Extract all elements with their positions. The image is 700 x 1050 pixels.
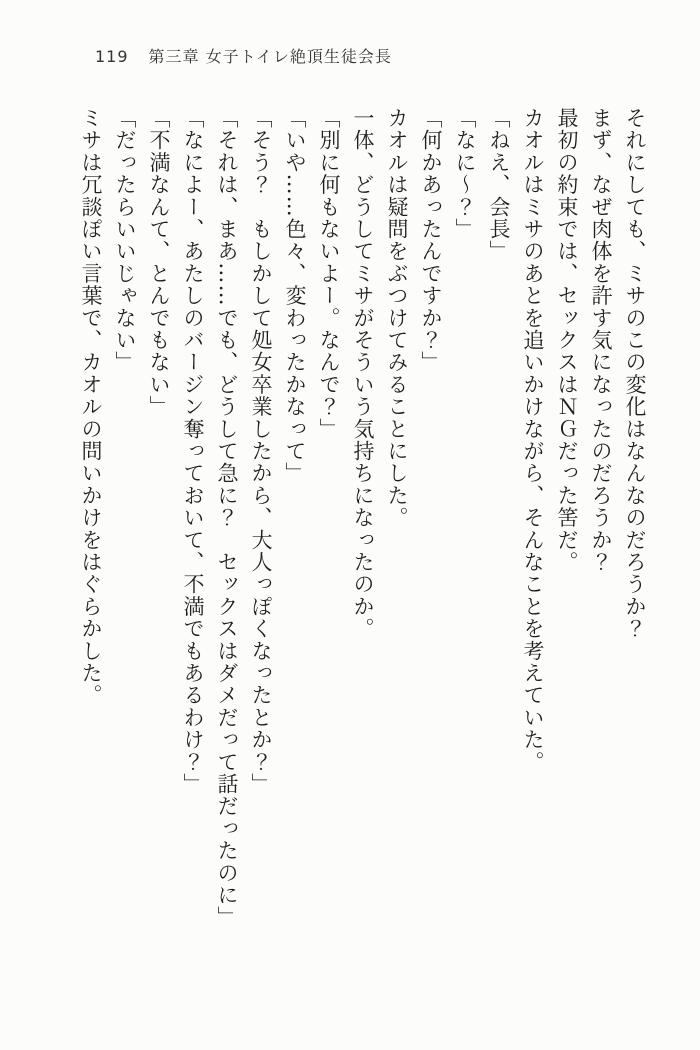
paragraph: 「不満なんて、とんでもない」 [147,107,171,418]
paragraph: 「そう？ もしかして処女卒業したから、大人っぽくなったとか？」 [249,107,273,796]
page-number: 119 [95,47,129,66]
paragraph: 「何かあったんですか？」 [419,107,443,374]
paragraph: 「それは、まあ……でも、どうして急に？ セックスはダメだって話だったのに」 [215,107,239,929]
paragraph: まず、なぜ肉体を許す気になったのだろうか？ [589,107,613,574]
body-text [74,107,652,929]
paragraph: カオルはミサのあとを追いかけながら、そんなことを考えていた。 [521,107,545,773]
paragraph: 「別に何もないよー。なんで？」 [317,107,341,440]
paragraph: 「なによー、あたしのバージン奪っておいて、不満でもあるわけ？」 [181,107,205,796]
paragraph: 「いや……色々、変わったかなって」 [283,107,307,485]
running-header [95,44,392,67]
paragraph: 「なに〜？」 [453,107,477,241]
paragraph: ミサは冗談ぽい言葉で、カオルの問いかけをはぐらかした。 [79,107,103,707]
paragraph: 一体、どうしてミサがそういう気持ちになったのか。 [351,107,375,640]
paragraph: 「だったらいいじゃない」 [113,107,137,374]
paragraph: 「ねえ、会長」 [487,107,511,263]
paragraph: カオルは疑問をぶつけてみることにした。 [385,107,409,529]
paragraph: それにしても、ミサのこの変化はなんなのだろうか？ [623,107,647,640]
chapter-title: 第三章 女子トイレ絶頂生徒会長 [148,47,392,66]
paragraph: 最初の約束では、セックスはＮＧだった筈だ。 [555,107,579,574]
